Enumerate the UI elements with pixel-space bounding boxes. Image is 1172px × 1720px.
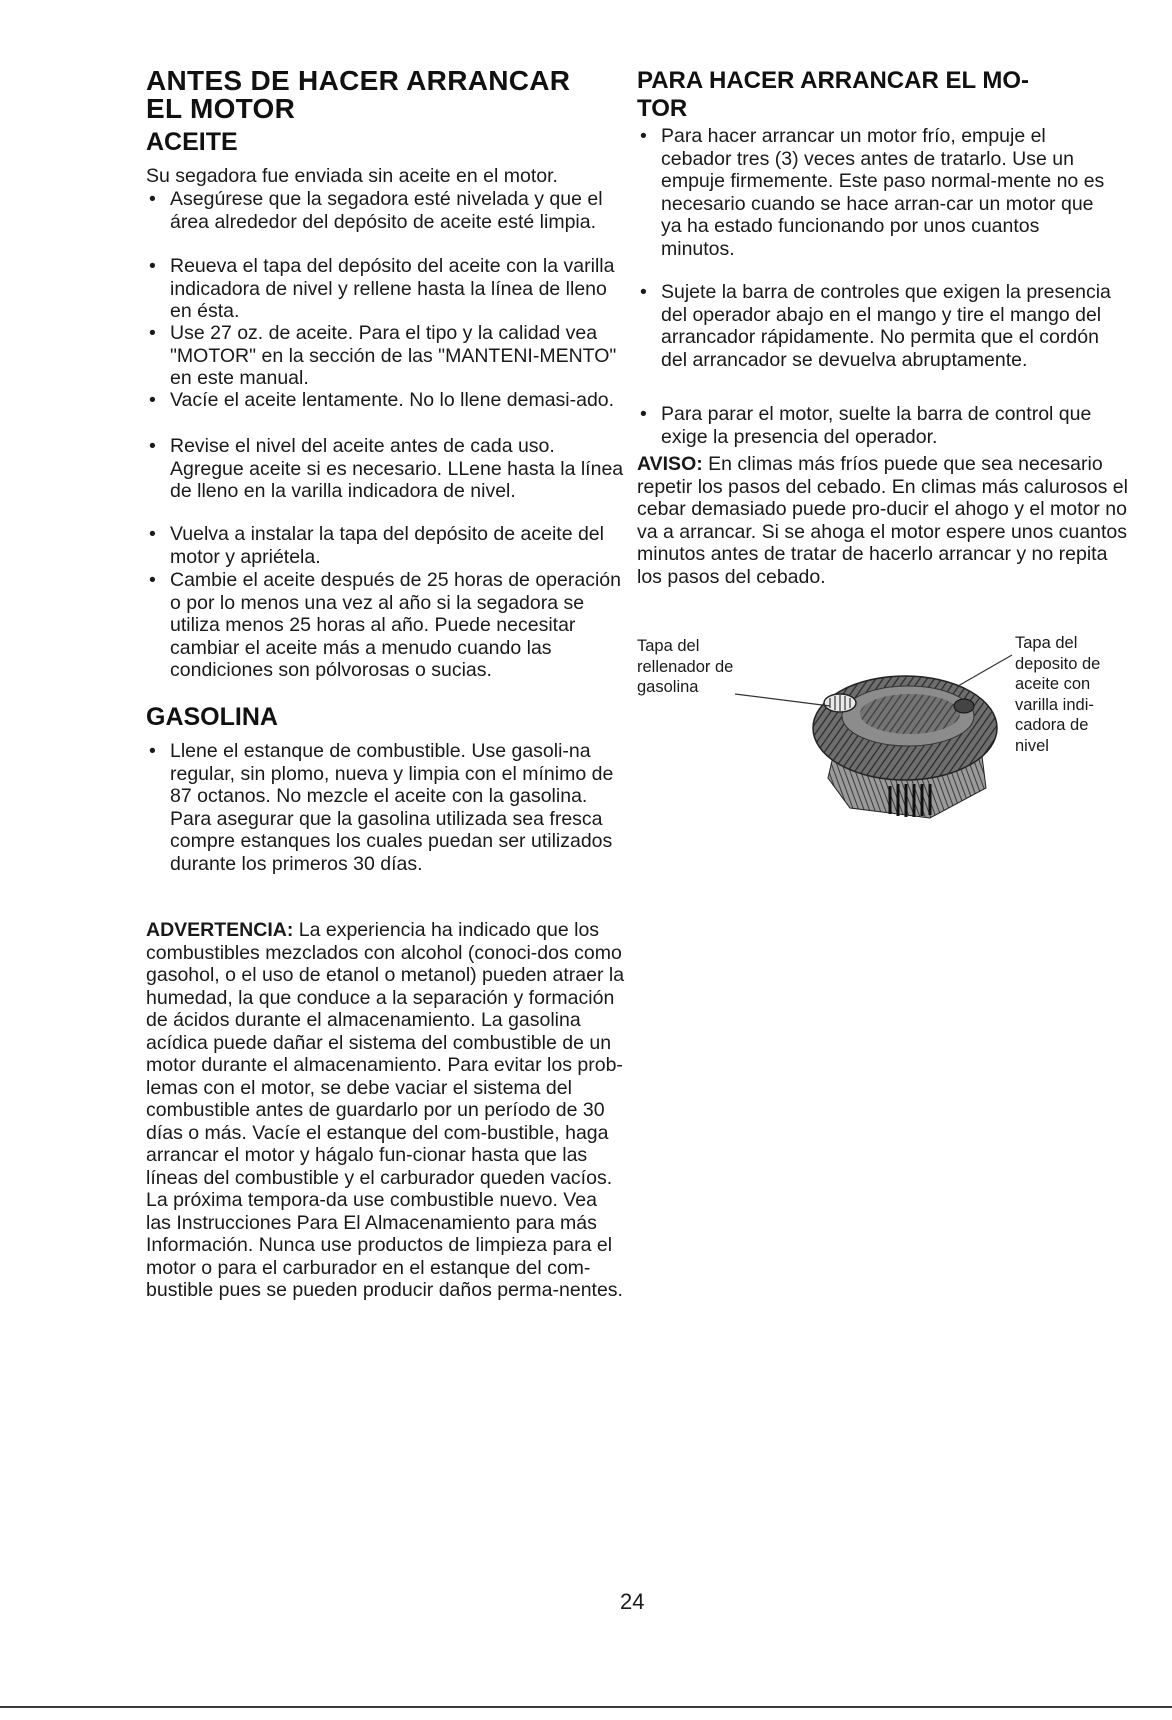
right-bullet-2: • Sujete la barra de controles que exigen la presencia del operador abajo en el mango y tire el mango del arrancador rápidamente. No permita que el cordón del arrancador se devuelva abruptamente.	[637, 281, 1111, 371]
gasolina-heading: GASOLINA	[146, 703, 278, 731]
section-title-line1: ANTES DE HACER ARRANCAR	[146, 65, 571, 96]
aceite-bullet-7: • Cambie el aceite después de 25 horas de operación o por lo menos una vez al año si la segadora se utiliza menos 25 horas al año. Puede necesitar cambiar el aceite más a menudo cuando las condiciones son pólvorosas o sucias.	[146, 569, 626, 682]
oil-cap-label: Tapa del deposito de aceite con varilla indi-cadora de nivel	[1015, 634, 1101, 755]
right-heading-line2: TOR	[637, 95, 688, 122]
aceite-bullet-4: • Vacíe el aceite lentamente. No lo llene demasi-ado.	[146, 389, 614, 412]
right-bullet-1: • Para hacer arrancar un motor frío, empuje el cebador tres (3) veces antes de tratarlo. Use un empuje firmemente. Este paso normal-mente no es necesario cuando se hace arran-car un motor que ya ha estado funcionando por unos cuantos minutos.	[637, 125, 1107, 260]
aceite-intro: Su segadora fue enviada sin aceite en el motor.	[146, 165, 558, 187]
page-number: 24	[620, 1589, 645, 1614]
right-heading-line1: PARA HACER ARRANCAR EL MO-	[637, 67, 1029, 94]
gasolina-bullet: • Llene el estanque de combustible. Use gasoli-na regular, sin plomo, nueva y limpia con el mínimo de 87 octanos. No mezcle el aceite con la gasolina. Para asegurar que la gasolina utilizada sea fresca compre estanques los cuales puedan ser utilizados durante los primeros 30 días.	[146, 740, 626, 875]
aceite-bullet-5: • Revise el nivel del aceite antes de cada uso. Agregue aceite si es necesario. LLene hasta la línea de lleno en la varilla indicadora de nivel.	[146, 435, 626, 503]
aviso-text: En climas más fríos puede que sea necesario repetir los pasos del cebado. En climas más calurosos el cebar demasiado puede pro-ducir el ahogo y el motor no va a arrancar. Si se ahoga el motor espere unos cuantos minutos antes de tratar de hacerlo arrancar y no repita los pasos del cebado.	[637, 453, 1128, 588]
advertencia-label: ADVERTENCIA:	[146, 919, 294, 941]
right-bullet-3: • Para parar el motor, suelte la barra de control que exige la presencia del operador.	[637, 403, 1101, 448]
bottom-rule	[0, 1706, 1172, 1708]
aceite-bullet-2: • Reueva el tapa del depósito del aceite con la varilla indicadora de nivel y rellene hasta la línea de lleno en ésta.	[146, 255, 626, 323]
aceite-bullet-1: • Asegúrese que la segadora esté nivelada y que el área alrededor del depósito de aceite esté limpia.	[146, 188, 626, 233]
section-title-line2: EL MOTOR	[146, 93, 296, 124]
fuel-cap-label: Tapa del rellenador de gasolina	[637, 637, 734, 696]
aviso-label: AVISO:	[637, 453, 703, 475]
aceite-bullet-3: • Use 27 oz. de aceite. Para el tipo y la calidad vea "MOTOR" en la sección de las "MANTENI-MENTO" en este manual.	[146, 322, 626, 390]
advertencia-text: La experiencia ha indicado que los combustibles mezclados con alcohol (conoci-dos como gasohol, o el uso de etanol o metanol) pueden atraer la humedad, la que conduce a la separación y formación de ácidos durante el almacenamiento. La gasolina acídica puede dañar el sistema del combustible de un motor durante el almacenamiento. Para evitar los prob-lemas con el motor, se debe vaciar el sistema del combustible antes de guardarlo por un período de 30 días o más. Vacíe el estanque del com-bustible, haga arrancar el motor y hágalo fun-cionar hasta que las líneas del combustible y el carburador queden vacíos. La próxima tempora-da use combustible nuevo. Vea las Instrucciones Para El Almacenamiento para más Información. Nunca use productos de limpieza para el motor o para el carburador en el estanque del com-bustible pues se pueden producir daños perma-nentes.	[146, 919, 625, 1301]
aceite-heading: ACEITE	[146, 128, 238, 156]
aceite-bullet-6: • Vuelva a instalar la tapa del depósito de aceite del motor y apriétela.	[146, 523, 626, 568]
